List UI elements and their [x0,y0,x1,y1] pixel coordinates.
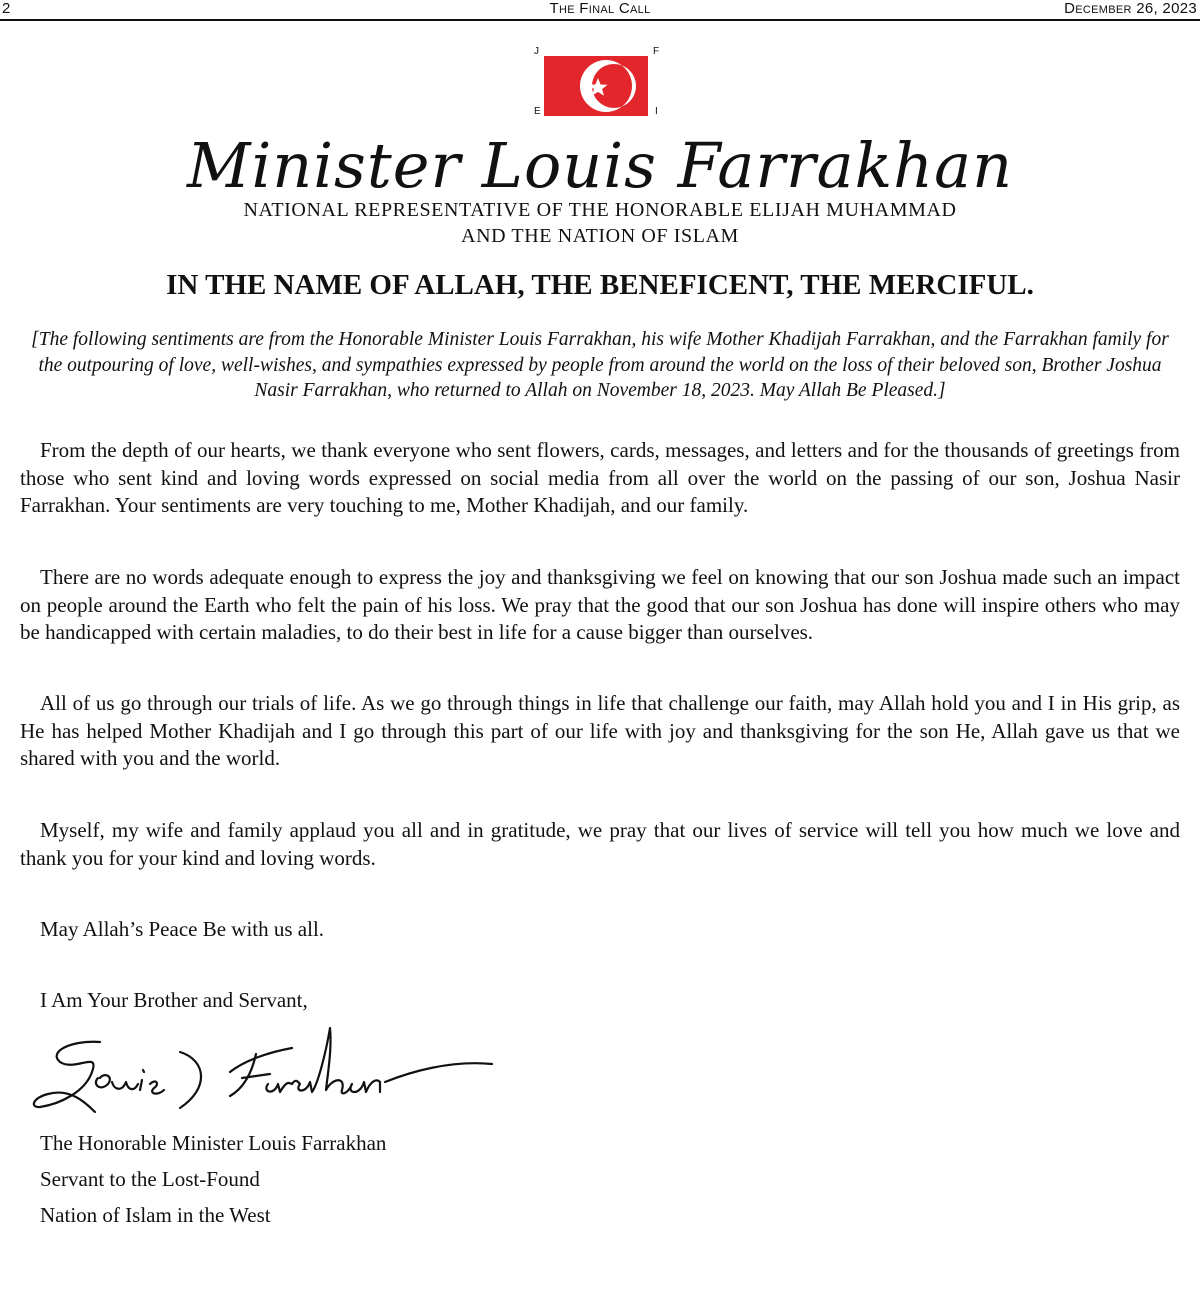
signatory-role-line1: Servant to the Lost-Found [40,1167,260,1191]
crescent-star-icon [544,56,648,116]
invocation-heading: IN THE NAME OF ALLAH, THE BENEFICENT, THE MERCIFUL. [166,269,1034,301]
page-header [0,0,1200,21]
body-paragraph-3: All of us go through our trials of life. As we go through things in life that challenge our faith, may Allah hold you and I in His grip, as He has helped Mother Khadijah and I go through this part of our life with joy and thanksgiving for the son He, Allah gave us that we shared with you and the world. [20,691,1180,770]
letterhead-subtitle-line2: AND THE NATION OF ISLAM [461,225,739,247]
letterhead-subtitle-line1: NATIONAL REPRESENTATIVE OF THE HONORABLE ELIJAH MUHAMMAD [243,199,957,221]
valediction: I Am Your Brother and Servant, [40,988,308,1012]
flag-letter-j: J [534,46,539,57]
publication-name: The Final Call [549,0,651,17]
nation-of-islam-flag [532,46,662,122]
flag-letter-i: I [655,106,658,117]
flag-letter-f: F [653,46,660,57]
flag-letter-e: E [534,106,541,117]
body-paragraph-1: From the depth of our hearts, we thank everyone who sent flowers, cards, messages, and letters and for the thousands of greetings from those who sent kind and loving words expressed on social media from all over the world on the passing of our son, Joshua Nasir Farrakhan. Your sentiments are very touching to me, Mother Khadijah, and our family. [20,438,1180,517]
handwritten-signature [30,1012,500,1122]
closing-blessing: May Allah’s Peace Be with us all. [40,917,325,941]
intro-note: [The following sentiments are from the Honorable Minister Louis Farrakhan, his wife Mother Khadijah Farrakhan, and the Farrakhan family for the outpouring of love, well-wishes, and sympathies expressed by people from around the world on the loss of their beloved son, Brother Joshua Nasir Farrakhan, who returned to Allah on November 18, 2023. May Allah Be Pleased.] [31,329,1169,401]
letterhead-name: Minister Louis Farrakhan [186,129,1014,202]
signatory-title: The Honorable Minister Louis Farrakhan [40,1131,387,1155]
body-paragraph-2: There are no words adequate enough to express the joy and thanksgiving we feel on knowing that our son Joshua made such an impact on people around the Earth who felt the pain of his loss. We pray that the good that our son Joshua has done will inspire others who may be handicapped with certain maladies, to do their best in life for a cause bigger than ourselves. [20,565,1180,644]
page-number: 2 [2,0,11,17]
issue-date: December 26, 2023 [1064,0,1197,17]
signatory-role-line2: Nation of Islam in the West [40,1203,271,1227]
body-paragraph-4: Myself, my wife and family applaud you all and in gratitude, we pray that our lives of service will tell you how much we love and thank you for your kind and loving words. [20,818,1180,870]
